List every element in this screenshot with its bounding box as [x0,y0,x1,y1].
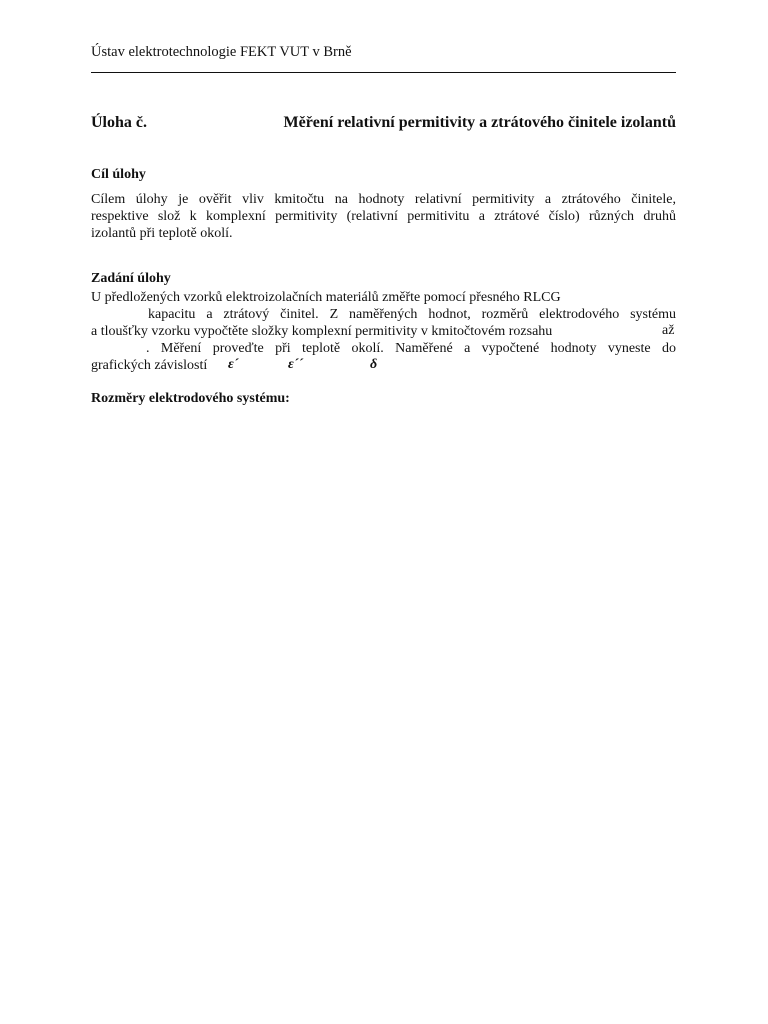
assignment-line-3: a tloušťky vzorku vypočtěte složky komplexní permitivity v kmitočtovém rozsahu [91,324,553,339]
assignment-line-1: U předložených vzorků elektroizolačních materiálů změřte pomocí přesného RLCG [91,290,561,305]
task-title-row [91,114,676,136]
task-number-label: Úloha č. [91,114,147,131]
task-title: Měření relativní permitivity a ztrátového činitele izolantů [283,114,676,131]
epsilon-double-prime-symbol: ε´´ [288,357,304,372]
assignment-heading: Zadání úlohy [91,271,171,286]
assignment-line-3-end: až [662,323,675,338]
assignment-line-4: . Měření proveďte při teplotě okolí. Naměřené a vypočtené hodnoty vyneste do [146,341,676,356]
header-institute: Ústav elektrotechnologie FEKT VUT v Brně [91,44,352,60]
delta-symbol: δ [370,357,378,372]
assignment-line-5: grafických závislostí [91,358,208,373]
goal-line-1: Cílem úlohy je ověřit vliv kmitočtu na hodnoty relativní permitivity a ztrátového činitele, [91,192,676,207]
header-rule [91,72,676,73]
assignment-line-2: kapacitu a ztrátový činitel. Z naměřených hodnot, rozměrů elektrodového systému [148,307,676,322]
goal-heading: Cíl úlohy [91,167,146,182]
electrodes-heading: Rozměry elektrodového systému: [91,391,290,406]
epsilon-prime-symbol: ε´ [228,357,239,372]
goal-line-3: izolantů při teplotě okolí. [91,226,233,241]
goal-line-2: respektive slož k komplexní permitivity (relativní permitivitu a ztrátové číslo) různých druhů [91,209,676,224]
